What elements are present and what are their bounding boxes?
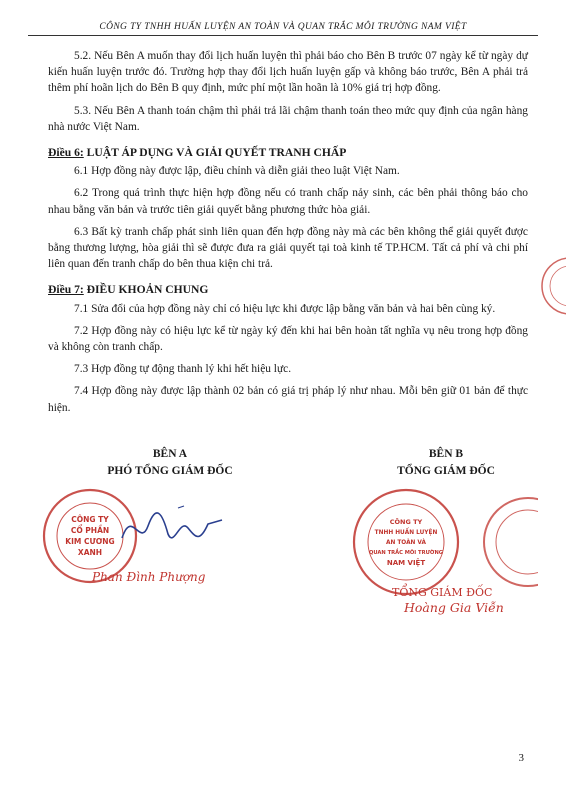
svg-text:NAM VIỆT: NAM VIỆT (386, 559, 426, 567)
clause-6-1: 6.1 Hợp đồng này được lập, điều chỉnh và diễn giải theo luật Việt Nam. (74, 165, 400, 178)
section-6-heading (48, 145, 528, 161)
party-a-label: BÊN A (152, 448, 188, 460)
svg-text:QUAN TRẮC MÔI TRƯỜNG: QUAN TRẮC MÔI TRƯỜNG (368, 550, 444, 556)
svg-text:XANH: XANH (77, 548, 103, 557)
section-7-title: ĐIỀU KHOẢN CHUNG (83, 283, 209, 297)
section-6-number: Điều 6: (48, 146, 84, 160)
svg-text:CỔ PHẦN: CỔ PHẦN (70, 526, 110, 535)
section-6-title: LUẬT ÁP DỤNG VÀ GIẢI QUYẾT TRANH CHẤP (83, 146, 347, 160)
party-a-block (60, 446, 280, 480)
party-b-block (336, 446, 556, 480)
party-b-label: BÊN B (428, 448, 464, 460)
svg-text:CÔNG TY: CÔNG TY (71, 515, 109, 524)
clause-7-2: 7.2 Hợp đồng này có hiệu lực kể từ ngày ký đến khi hai bên hoàn tất nghĩa vụ nêu trong hợp đồng và không còn tranh chấp. (48, 324, 528, 354)
party-b-side-seal (480, 492, 538, 592)
signature-block (40, 446, 536, 626)
edge-seal-stamp (536, 256, 566, 316)
clause-5-2: 5.2. Nếu Bên A muốn thay đổi lịch huấn luyện thì phải báo cho Bên B trước 07 ngày kể từ ngày dự kiến huấn luyện trước đó. Trường hợp thay đổi lịch huấn luyện gấp và không báo trước, Bên A phải trả thêm phí hoãn lịch do Bên B quy định, mức phí một lần hoãn là 10% giá trị hợp đồng. (48, 50, 528, 95)
svg-text:CÔNG TY: CÔNG TY (389, 518, 423, 526)
party-b-signer-name: Hoàng Gia Viễn (404, 600, 504, 615)
clause-7-1: 7.1 Sửa đổi của hợp đồng này chỉ có hiệu lực khi được lập bằng văn bản và hai bên cùng ký. (74, 302, 496, 315)
clause-6-3: 6.3 Bất kỳ tranh chấp phát sinh liên quan đến hợp đồng này mà các bên không thể giải quyết được bằng thương lượng, hòa giải thì sẽ được đưa ra giải quyết tại toà kinh tế TP.HCM. Tất cả phí và chi phí liên quan đến tranh chấp do bên thua kiện chi trả. (48, 225, 528, 271)
document-body (48, 48, 528, 422)
clause-5-3: 5.3. Nếu Bên A thanh toán chậm thì phải trả lãi chậm thanh toán theo mức quy định của ngân hàng nhà nước Việt Nam. (48, 104, 528, 133)
svg-text:TNHH HUẤN LUYỆN: TNHH HUẤN LUYỆN (374, 530, 438, 536)
page-number: 3 (518, 752, 524, 764)
svg-text:AN TOÀN VÀ: AN TOÀN VÀ (385, 540, 427, 546)
section-7-heading (48, 282, 528, 298)
section-7-number: Điều 7: (48, 283, 84, 297)
clause-7-4: 7.4 Hợp đồng này được lập thành 02 bản có giá trị pháp lý như nhau. Mỗi bên giữ 01 bản để thực hiện. (48, 385, 528, 414)
party-a-signer-name: Phan Đình Phượng (92, 570, 206, 584)
party-b-role: TỔNG GIÁM ĐỐC (397, 465, 495, 477)
clause-6-2: 6.2 Trong quá trình thực hiện hợp đồng nếu có tranh chấp nảy sinh, các bên phải thông báo cho nhau bằng văn bản và trước tiên giải quyết bằng phương thức hòa giải. (48, 187, 528, 216)
party-b-signer-title: TỔNG GIÁM ĐỐC (392, 586, 493, 599)
clause-7-3: 7.3 Hợp đồng tự động thanh lý khi hết hiệu lực. (74, 363, 292, 376)
party-a-role: PHÓ TỔNG GIÁM ĐỐC (107, 465, 233, 477)
party-a-signature (118, 498, 228, 558)
party-b-seal-stamp (350, 486, 462, 598)
page-header: CÔNG TY TNHH HUẤN LUYỆN AN TOÀN VÀ QUAN TRẮC MÔI TRƯỜNG NAM VIỆT (28, 22, 538, 36)
svg-text:KIM CƯƠNG: KIM CƯƠNG (65, 537, 115, 546)
